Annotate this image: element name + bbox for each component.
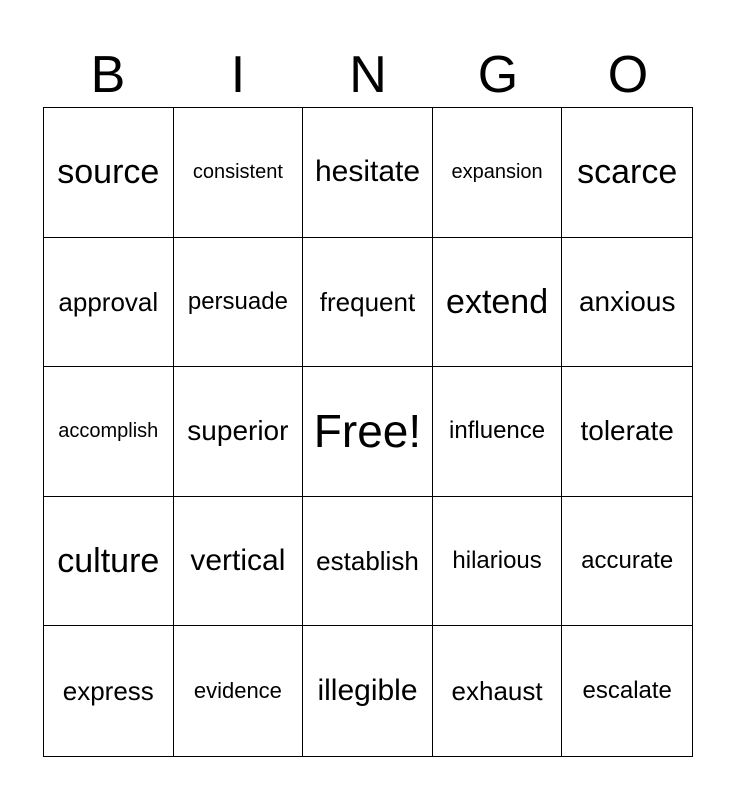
bingo-cell[interactable]: exhaust: [433, 626, 563, 756]
bingo-cell[interactable]: extend: [433, 238, 563, 368]
bingo-cell[interactable]: superior: [174, 367, 304, 497]
free-space-cell[interactable]: Free!: [303, 367, 433, 497]
bingo-cell[interactable]: culture: [44, 497, 174, 627]
bingo-cell[interactable]: accomplish: [44, 367, 174, 497]
bingo-cell[interactable]: establish: [303, 497, 433, 627]
header-letter-o: O: [607, 46, 649, 104]
bingo-cell[interactable]: illegible: [303, 626, 433, 756]
header-letter-g: G: [477, 46, 519, 104]
header-letter-b: B: [90, 46, 126, 104]
header-letter-n: N: [349, 46, 387, 104]
bingo-cell[interactable]: express: [44, 626, 174, 756]
bingo-cell[interactable]: frequent: [303, 238, 433, 368]
bingo-cell[interactable]: vertical: [174, 497, 304, 627]
bingo-cell[interactable]: scarce: [562, 108, 692, 238]
bingo-cell[interactable]: anxious: [562, 238, 692, 368]
bingo-board: [43, 107, 693, 757]
bingo-cell[interactable]: escalate: [582, 677, 672, 705]
bingo-cell[interactable]: tolerate: [562, 367, 692, 497]
bingo-cell[interactable]: approval: [44, 238, 174, 368]
header-letter-i: I: [230, 46, 246, 104]
bingo-cell[interactable]: evidence: [174, 626, 304, 756]
bingo-cell[interactable]: hilarious: [433, 497, 563, 627]
bingo-cell[interactable]: source: [44, 108, 174, 238]
bingo-cell[interactable]: consistent: [174, 108, 304, 238]
bingo-header: [43, 44, 693, 106]
bingo-cell[interactable]: hesitate: [303, 108, 433, 238]
bingo-cell[interactable]: influence: [433, 367, 563, 497]
bingo-cell[interactable]: expansion: [433, 108, 563, 238]
bingo-cell[interactable]: accurate: [562, 497, 692, 627]
bingo-cell[interactable]: persuade: [174, 238, 304, 368]
